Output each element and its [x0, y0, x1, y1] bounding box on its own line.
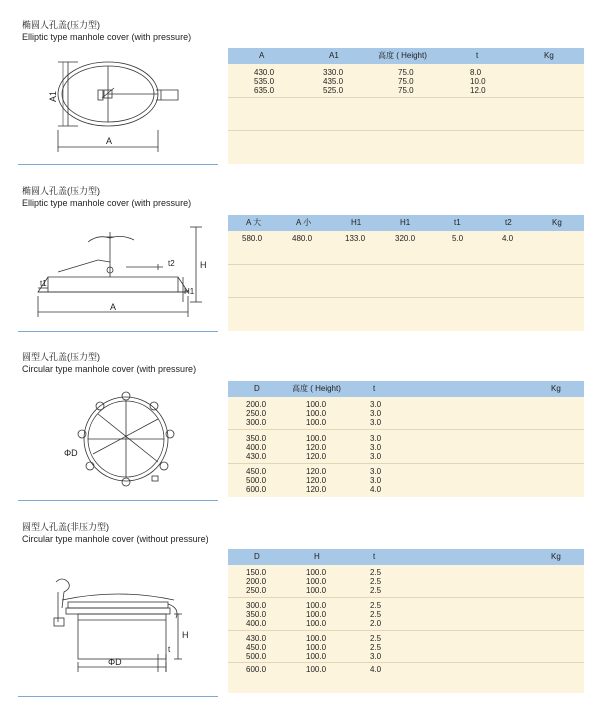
dimension-label-t1: t1 [40, 279, 47, 288]
table-group [228, 464, 584, 497]
table-cell: 75.0 [398, 77, 414, 86]
table-row [228, 453, 584, 461]
table-cell: 500.0 [246, 652, 267, 661]
column-header: 高度 ( Height) [378, 51, 427, 60]
table-cell: 8.0 [470, 68, 482, 77]
table-cell: 200.0 [246, 577, 267, 586]
table-cell: 75.0 [398, 86, 414, 95]
section-title-cn: 椭圆人孔盖(压力型) [22, 186, 100, 196]
table-cell: 2.5 [370, 610, 382, 619]
table-cell: 150.0 [246, 568, 267, 577]
column-header: H [314, 552, 320, 561]
column-header: A 大 [246, 218, 262, 227]
table-cell: 3.0 [370, 467, 382, 476]
column-header: A [259, 51, 265, 60]
section-title-en: Elliptic type manhole cover (with pressure) [22, 198, 192, 208]
table-cell: 250.0 [246, 409, 267, 418]
table-cell: 330.0 [323, 68, 344, 77]
table-cell: 120.0 [306, 476, 327, 485]
table-row [228, 435, 584, 443]
table-row [228, 78, 584, 86]
column-header: t1 [454, 218, 461, 227]
column-header: t [373, 384, 376, 393]
table-cell: 3.0 [370, 400, 382, 409]
table-group [228, 98, 584, 131]
table-group [228, 397, 584, 430]
table-row [228, 486, 584, 494]
table-row [228, 602, 584, 610]
table-cell: 10.0 [470, 77, 486, 86]
table-row [228, 401, 584, 409]
dimension-label-t: t [168, 645, 171, 654]
dimension-label-diameter: ΦD [108, 657, 122, 667]
table-cell: 133.0 [345, 234, 366, 243]
table-cell: 320.0 [395, 234, 416, 243]
table-cell: 120.0 [306, 443, 327, 452]
column-header: Kg [551, 552, 561, 561]
table-row [228, 235, 584, 243]
table-cell: 3.0 [370, 652, 382, 661]
dimension-label-h1: H1 [184, 287, 195, 296]
section-title-cn: 圆型人孔盖(非压力型) [22, 522, 109, 532]
table-row [228, 569, 584, 577]
table-cell: 400.0 [246, 443, 267, 452]
table-cell: 100.0 [306, 568, 327, 577]
table-group [228, 598, 584, 631]
table-cell: 430.0 [246, 634, 267, 643]
table-cell: 100.0 [306, 665, 327, 674]
table-cell: 2.5 [370, 601, 382, 610]
dimension-label-diameter: ΦD [64, 448, 78, 458]
table-cell: 2.5 [370, 634, 382, 643]
circular-cover-side-diagram [18, 574, 218, 674]
table-cell: 580.0 [242, 234, 263, 243]
table-cell: 100.0 [306, 409, 327, 418]
table-cell: 100.0 [306, 610, 327, 619]
table-cell: 120.0 [306, 485, 327, 494]
table-row [228, 644, 584, 652]
table-group [228, 265, 584, 298]
table-cell: 4.0 [370, 485, 382, 494]
table-cell: 120.0 [306, 467, 327, 476]
table-cell: 600.0 [246, 665, 267, 674]
table-cell: 75.0 [398, 68, 414, 77]
table-row [228, 477, 584, 485]
table-cell: 3.0 [370, 409, 382, 418]
dimension-label-h: H [200, 260, 207, 270]
table-cell: 100.0 [306, 634, 327, 643]
table-header [228, 215, 584, 231]
table-cell: 300.0 [246, 418, 267, 427]
table-cell: 3.0 [370, 443, 382, 452]
table-cell: 435.0 [323, 77, 344, 86]
table-cell: 400.0 [246, 619, 267, 628]
table-cell: 600.0 [246, 485, 267, 494]
column-header: A1 [329, 51, 339, 60]
table-cell: 350.0 [246, 610, 267, 619]
table-row [228, 410, 584, 418]
table-cell: 100.0 [306, 586, 327, 595]
section-title-cn: 圆型人孔盖(压力型) [22, 352, 100, 362]
table-cell: 4.0 [370, 665, 382, 674]
table-cell: 100.0 [306, 643, 327, 652]
section-divider [18, 331, 218, 332]
section-divider [18, 500, 218, 501]
table-header [228, 381, 584, 397]
table-cell: 430.0 [246, 452, 267, 461]
dimension-label-a1: A1 [48, 90, 58, 102]
spec-table [228, 381, 584, 497]
column-header: D [254, 384, 260, 393]
dimension-label-h: H [182, 630, 189, 640]
table-cell: 2.5 [370, 577, 382, 586]
section-title-en: Circular type manhole cover (with pressure) [22, 364, 197, 374]
table-header [228, 549, 584, 565]
table-group [228, 565, 584, 598]
table-row [228, 620, 584, 628]
table-cell: 500.0 [246, 476, 267, 485]
table-group [228, 131, 584, 164]
column-header: H1 [400, 218, 411, 227]
table-cell: 100.0 [306, 577, 327, 586]
table-cell: 480.0 [292, 234, 313, 243]
table-row [228, 611, 584, 619]
table-group [228, 231, 584, 265]
table-cell: 3.0 [370, 452, 382, 461]
table-row [228, 468, 584, 476]
table-row [228, 587, 584, 595]
table-cell: 525.0 [323, 86, 344, 95]
table-cell: 4.0 [502, 234, 514, 243]
table-row [228, 653, 584, 661]
table-cell: 350.0 [246, 434, 267, 443]
column-header: D [254, 552, 260, 561]
table-cell: 300.0 [246, 601, 267, 610]
elliptic-cover-side-diagram [18, 222, 218, 322]
table-cell: 120.0 [306, 452, 327, 461]
column-header: A 小 [296, 218, 312, 227]
column-header: Kg [544, 51, 554, 60]
table-cell: 430.0 [254, 68, 275, 77]
table-header [228, 48, 584, 64]
dimension-label-t2: t2 [168, 259, 175, 268]
table-cell: 12.0 [470, 86, 486, 95]
table-row [228, 69, 584, 77]
table-cell: 535.0 [254, 77, 275, 86]
table-cell: 100.0 [306, 434, 327, 443]
table-cell: 3.0 [370, 476, 382, 485]
column-header: Kg [551, 384, 561, 393]
circular-cover-diagram [18, 384, 218, 494]
table-cell: 2.5 [370, 643, 382, 652]
column-header: t [373, 552, 376, 561]
table-row [228, 578, 584, 586]
table-cell: 100.0 [306, 601, 327, 610]
table-cell: 200.0 [246, 400, 267, 409]
table-cell: 100.0 [306, 400, 327, 409]
table-group [228, 663, 584, 693]
table-cell: 3.0 [370, 434, 382, 443]
table-cell: 250.0 [246, 586, 267, 595]
column-header: t [476, 51, 479, 60]
section-title-en: Elliptic type manhole cover (with pressure) [22, 32, 192, 42]
section-title-en: Circular type manhole cover (without pressure) [22, 534, 209, 544]
dimension-label-a: A [106, 136, 113, 146]
table-row [228, 87, 584, 95]
table-group [228, 64, 584, 98]
section-divider [18, 696, 218, 697]
table-cell: 100.0 [306, 418, 327, 427]
elliptic-cover-diagram [18, 52, 198, 157]
table-cell: 450.0 [246, 467, 267, 476]
column-header: t2 [505, 218, 512, 227]
spec-table [228, 215, 584, 331]
table-cell: 3.0 [370, 418, 382, 427]
table-cell: 2.5 [370, 586, 382, 595]
table-cell: 450.0 [246, 643, 267, 652]
table-row [228, 444, 584, 452]
spec-table [228, 48, 584, 164]
table-row [228, 635, 584, 643]
table-group [228, 430, 584, 464]
section-title-cn: 椭圆人孔盖(压力型) [22, 20, 100, 30]
column-header: H1 [351, 218, 362, 227]
dimension-label-a: A [110, 302, 117, 312]
table-cell: 100.0 [306, 652, 327, 661]
table-group [228, 298, 584, 331]
table-cell: 2.5 [370, 568, 382, 577]
table-row [228, 419, 584, 427]
column-header: 高度 ( Height) [292, 384, 341, 393]
table-group [228, 631, 584, 663]
table-cell: 5.0 [452, 234, 464, 243]
table-row [228, 666, 584, 674]
spec-table [228, 549, 584, 693]
column-header: Kg [552, 218, 562, 227]
table-cell: 635.0 [254, 86, 275, 95]
section-divider [18, 164, 218, 165]
table-cell: 100.0 [306, 619, 327, 628]
table-cell: 2.0 [370, 619, 382, 628]
